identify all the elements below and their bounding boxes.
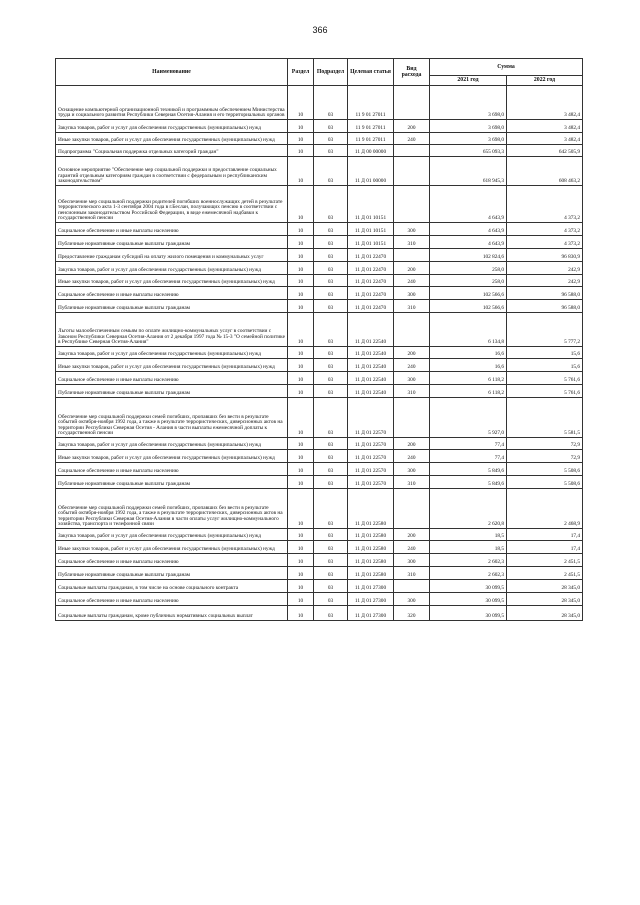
row-expense-kind-cell: 240 — [394, 541, 430, 554]
row-target-article-cell: 11 Д 01 22470 — [348, 300, 394, 313]
table-row — [56, 287, 583, 300]
row-sum-2021-cell: 3 698,0 — [430, 86, 507, 120]
row-name-cell: Иные закупки товаров, работ и услуг для обеспечения государственных (муниципальных) нужд — [56, 133, 288, 145]
row-subsection-cell: 03 — [314, 275, 348, 287]
row-subsection-cell: 03 — [314, 554, 348, 567]
row-sum-2021-cell: 6 118,2 — [430, 385, 507, 398]
row-expense-kind-cell: 310 — [394, 567, 430, 580]
table-row — [56, 157, 583, 186]
row-sum-2022-cell: 4 373,2 — [507, 223, 583, 236]
row-name-cell: Социальное обеспечение и иные выплаты населению — [56, 287, 288, 300]
header-name: Наименование — [56, 59, 288, 86]
row-sum-2022-cell: 3 482,4 — [507, 133, 583, 145]
row-section-cell: 10 — [288, 120, 314, 133]
row-sum-2021-cell: 2 620,8 — [430, 489, 507, 529]
table-row — [56, 541, 583, 554]
row-subsection-cell: 03 — [314, 450, 348, 463]
row-name-cell: Закупка товаров, работ и услуг для обеспечения государственных (муниципальных) нужд — [56, 529, 288, 541]
table-row — [56, 606, 583, 621]
row-name-cell: Публичные нормативные социальные выплаты гражданам — [56, 300, 288, 313]
header-year-2022: 2022 год — [507, 76, 583, 86]
row-name-cell: Социальные выплаты гражданам, кроме публичных нормативных социальных выплат — [56, 606, 288, 621]
row-sum-2022-cell: 15,6 — [507, 359, 583, 372]
row-subsection-cell: 03 — [314, 223, 348, 236]
row-target-article-cell: 11 Д 01 22570 — [348, 450, 394, 463]
row-target-article-cell: 11 Д 01 10151 — [348, 223, 394, 236]
row-target-article-cell: 11 Д 01 22570 — [348, 476, 394, 489]
table-row — [56, 385, 583, 398]
row-target-article-cell: 11 Д 00 00000 — [348, 145, 394, 157]
row-sum-2022-cell: 5 508,6 — [507, 476, 583, 489]
row-expense-kind-cell: 320 — [394, 606, 430, 621]
row-expense-kind-cell: 240 — [394, 359, 430, 372]
row-target-article-cell: 11 Д 01 22580 — [348, 541, 394, 554]
row-section-cell: 10 — [288, 541, 314, 554]
header-target-article: Целевая статья — [348, 59, 394, 86]
row-target-article-cell: 11 Д 01 22580 — [348, 567, 394, 580]
row-target-article-cell: 11 Д 01 22470 — [348, 262, 394, 275]
table-row — [56, 438, 583, 450]
row-name-cell: Иные закупки товаров, работ и услуг для обеспечения государственных (муниципальных) нужд — [56, 541, 288, 554]
row-sum-2021-cell: 16,6 — [430, 359, 507, 372]
row-name-cell: Льготы малообеспеченным семьям по оплате жилищно-коммунальных услуг в соответствии с Законом Республики Северная Осетия-Алания от 2 декабря 1997 года № 15-3 "О семейной политике в Республике Северная Осетия-Алания" — [56, 313, 288, 347]
row-sum-2021-cell: 618 945,3 — [430, 157, 507, 186]
row-sum-2022-cell: 15,6 — [507, 347, 583, 359]
header-section: Раздел — [288, 59, 314, 86]
row-name-cell: Оснащение компьютерной организационной техникой и программным обеспечением Министерства труда и социального развития Республики Северная Осетия-Алания и его территориальных органов — [56, 86, 288, 120]
row-target-article-cell: 11 Д 01 22570 — [348, 463, 394, 476]
row-expense-kind-cell: 300 — [394, 223, 430, 236]
row-sum-2022-cell: 242,9 — [507, 275, 583, 287]
row-expense-kind-cell — [394, 313, 430, 347]
row-name-cell: Закупка товаров, работ и услуг для обеспечения государственных (муниципальных) нужд — [56, 438, 288, 450]
row-sum-2021-cell: 3 698,0 — [430, 120, 507, 133]
table-row — [56, 275, 583, 287]
row-sum-2021-cell: 2 602,3 — [430, 567, 507, 580]
row-section-cell: 10 — [288, 580, 314, 593]
row-section-cell: 10 — [288, 438, 314, 450]
row-expense-kind-cell — [394, 249, 430, 262]
row-section-cell: 10 — [288, 157, 314, 186]
row-name-cell: Обеспечение мер социальной поддержки родителей погибших военнослужащих детей в результате террористического акта 1-3 сентября 2004 года в г.Беслан, получающих пенсию в соответствии с пенсионным законодательством Российской Федерации, в виде ежемесячной надбавки к государственной пенсии — [56, 186, 288, 223]
table-row — [56, 313, 583, 347]
row-name-cell: Закупка товаров, работ и услуг для обеспечения государственных (муниципальных) нужд — [56, 347, 288, 359]
table-row — [56, 347, 583, 359]
row-subsection-cell: 03 — [314, 385, 348, 398]
row-target-article-cell: 11 9 01 27011 — [348, 120, 394, 133]
row-expense-kind-cell: 300 — [394, 593, 430, 606]
row-sum-2022-cell: 5 777,2 — [507, 313, 583, 347]
row-sum-2022-cell: 2 451,5 — [507, 554, 583, 567]
row-sum-2022-cell: 96 588,0 — [507, 287, 583, 300]
row-section-cell: 10 — [288, 186, 314, 223]
row-name-cell: Социальное обеспечение и иные выплаты населению — [56, 593, 288, 606]
row-sum-2022-cell: 28 345,0 — [507, 593, 583, 606]
row-expense-kind-cell: 300 — [394, 463, 430, 476]
row-subsection-cell: 03 — [314, 313, 348, 347]
table-row — [56, 236, 583, 249]
row-sum-2022-cell: 5 761,6 — [507, 385, 583, 398]
row-section-cell: 10 — [288, 385, 314, 398]
row-section-cell: 10 — [288, 476, 314, 489]
row-target-article-cell: 11 Д 01 22540 — [348, 372, 394, 385]
row-expense-kind-cell: 240 — [394, 450, 430, 463]
row-sum-2021-cell: 77,4 — [430, 438, 507, 450]
row-subsection-cell: 03 — [314, 567, 348, 580]
row-subsection-cell: 03 — [314, 489, 348, 529]
row-expense-kind-cell: 240 — [394, 133, 430, 145]
row-target-article-cell: 11 Д 01 22580 — [348, 489, 394, 529]
table-row — [56, 249, 583, 262]
row-section-cell: 10 — [288, 372, 314, 385]
table-row — [56, 463, 583, 476]
header-sum: Сумма — [430, 59, 583, 76]
table-row — [56, 529, 583, 541]
row-sum-2022-cell: 28 345,0 — [507, 606, 583, 621]
row-subsection-cell: 03 — [314, 120, 348, 133]
row-target-article-cell: 11 Д 01 10151 — [348, 236, 394, 249]
row-section-cell: 10 — [288, 133, 314, 145]
row-subsection-cell: 03 — [314, 262, 348, 275]
row-name-cell: Публичные нормативные социальные выплаты гражданам — [56, 476, 288, 489]
row-sum-2022-cell: 5 581,5 — [507, 398, 583, 438]
row-subsection-cell: 03 — [314, 398, 348, 438]
row-target-article-cell: 11 Д 01 22570 — [348, 398, 394, 438]
row-expense-kind-cell — [394, 157, 430, 186]
row-subsection-cell: 03 — [314, 133, 348, 145]
row-target-article-cell: 11 Д 01 22540 — [348, 347, 394, 359]
row-section-cell: 10 — [288, 249, 314, 262]
table-row — [56, 398, 583, 438]
row-sum-2021-cell: 258,0 — [430, 262, 507, 275]
table-row — [56, 476, 583, 489]
row-name-cell: Иные закупки товаров, работ и услуг для обеспечения государственных (муниципальных) нужд — [56, 275, 288, 287]
header-expense-kind: Вид расхода — [394, 59, 430, 86]
row-name-cell: Предоставление гражданам субсидий на оплату жилого помещения и коммунальных услуг — [56, 249, 288, 262]
row-section-cell: 10 — [288, 300, 314, 313]
row-target-article-cell: 11 Д 01 22470 — [348, 249, 394, 262]
row-target-article-cell: 11 Д 01 22470 — [348, 287, 394, 300]
row-sum-2022-cell: 5 761,6 — [507, 372, 583, 385]
row-sum-2021-cell: 18,5 — [430, 529, 507, 541]
row-sum-2021-cell: 2 602,3 — [430, 554, 507, 567]
row-sum-2022-cell: 28 345,0 — [507, 580, 583, 593]
table-row — [56, 262, 583, 275]
row-expense-kind-cell: 200 — [394, 529, 430, 541]
row-sum-2021-cell: 102 566,6 — [430, 287, 507, 300]
row-sum-2022-cell: 608 463,2 — [507, 157, 583, 186]
row-expense-kind-cell: 200 — [394, 262, 430, 275]
table-row — [56, 567, 583, 580]
row-sum-2022-cell: 642 505,9 — [507, 145, 583, 157]
row-sum-2021-cell: 4 643,9 — [430, 186, 507, 223]
row-target-article-cell: 11 Д 01 27300 — [348, 606, 394, 621]
row-sum-2021-cell: 102 824,6 — [430, 249, 507, 262]
row-subsection-cell: 03 — [314, 287, 348, 300]
row-section-cell: 10 — [288, 567, 314, 580]
table-row — [56, 593, 583, 606]
row-expense-kind-cell — [394, 145, 430, 157]
row-sum-2021-cell: 655 093,3 — [430, 145, 507, 157]
row-name-cell: Обеспечение мер социальной поддержки семей погибших, пропавших без вести в результате событий октября-ноября 1992 года, а также в результате террористических, диверсионных актов на территории Республики Северная Осетия-Алания в части оплаты услуг жилищно-коммунального хозяйства, транспорта и телефонной связи — [56, 489, 288, 529]
row-sum-2021-cell: 6 134,8 — [430, 313, 507, 347]
row-sum-2021-cell: 5 927,0 — [430, 398, 507, 438]
row-subsection-cell: 03 — [314, 236, 348, 249]
row-sum-2021-cell: 4 643,9 — [430, 223, 507, 236]
table-row — [56, 86, 583, 120]
row-expense-kind-cell — [394, 580, 430, 593]
table-row — [56, 580, 583, 593]
table-row — [56, 489, 583, 529]
row-subsection-cell: 03 — [314, 438, 348, 450]
row-sum-2022-cell: 2 468,9 — [507, 489, 583, 529]
row-target-article-cell: 11 Д 01 22540 — [348, 313, 394, 347]
row-section-cell: 10 — [288, 236, 314, 249]
row-expense-kind-cell: 200 — [394, 347, 430, 359]
row-sum-2021-cell: 16,6 — [430, 347, 507, 359]
row-section-cell: 10 — [288, 262, 314, 275]
row-sum-2022-cell: 96 588,0 — [507, 300, 583, 313]
row-target-article-cell: 11 Д 01 27300 — [348, 593, 394, 606]
row-sum-2022-cell: 17,4 — [507, 529, 583, 541]
row-sum-2022-cell: 72,9 — [507, 438, 583, 450]
row-sum-2022-cell: 242,9 — [507, 262, 583, 275]
row-target-article-cell: 11 Д 01 10151 — [348, 186, 394, 223]
row-subsection-cell: 03 — [314, 529, 348, 541]
row-sum-2022-cell: 96 830,9 — [507, 249, 583, 262]
table-body — [56, 86, 583, 621]
row-subsection-cell: 03 — [314, 249, 348, 262]
row-sum-2021-cell: 77,4 — [430, 450, 507, 463]
row-expense-kind-cell: 300 — [394, 372, 430, 385]
row-section-cell: 10 — [288, 313, 314, 347]
row-sum-2021-cell: 6 118,2 — [430, 372, 507, 385]
table-row — [56, 133, 583, 145]
row-target-article-cell: 11 9 01 27011 — [348, 86, 394, 120]
row-section-cell: 10 — [288, 554, 314, 567]
row-subsection-cell: 03 — [314, 463, 348, 476]
page-number: 366 — [312, 25, 328, 35]
row-sum-2022-cell: 4 373,2 — [507, 236, 583, 249]
row-section-cell: 10 — [288, 593, 314, 606]
row-name-cell: Публичные нормативные социальные выплаты гражданам — [56, 567, 288, 580]
row-section-cell: 10 — [288, 489, 314, 529]
row-sum-2022-cell: 17,4 — [507, 541, 583, 554]
row-subsection-cell: 03 — [314, 372, 348, 385]
row-subsection-cell: 03 — [314, 145, 348, 157]
row-sum-2021-cell: 30 099,5 — [430, 593, 507, 606]
budget-table — [55, 58, 583, 621]
row-expense-kind-cell: 240 — [394, 275, 430, 287]
row-target-article-cell: 11 Д 01 22570 — [348, 438, 394, 450]
row-target-article-cell: 11 Д 01 22470 — [348, 275, 394, 287]
row-target-article-cell: 11 Д 01 22540 — [348, 385, 394, 398]
row-subsection-cell: 03 — [314, 347, 348, 359]
row-subsection-cell: 03 — [314, 86, 348, 120]
row-sum-2021-cell: 5 849,6 — [430, 476, 507, 489]
row-name-cell: Основное мероприятие "Обеспечение мер социальной поддержки и предоставление социальных гарантий отдельным категориям граждан в соответствии с федеральным и республиканским законодательством" — [56, 157, 288, 186]
table-row — [56, 372, 583, 385]
row-expense-kind-cell: 310 — [394, 476, 430, 489]
row-name-cell: Социальное обеспечение и иные выплаты населению — [56, 223, 288, 236]
row-name-cell: Подпрограмма "Социальная поддержка отдельных категорий граждан" — [56, 145, 288, 157]
row-name-cell: Иные закупки товаров, работ и услуг для обеспечения государственных (муниципальных) нужд — [56, 450, 288, 463]
row-name-cell: Закупка товаров, работ и услуг для обеспечения государственных (муниципальных) нужд — [56, 262, 288, 275]
row-section-cell: 10 — [288, 463, 314, 476]
row-expense-kind-cell: 310 — [394, 300, 430, 313]
row-subsection-cell: 03 — [314, 593, 348, 606]
row-name-cell: Социальное обеспечение и иные выплаты населению — [56, 463, 288, 476]
row-sum-2021-cell: 5 849,6 — [430, 463, 507, 476]
table-row — [56, 223, 583, 236]
row-name-cell: Закупка товаров, работ и услуг для обеспечения государственных (муниципальных) нужд — [56, 120, 288, 133]
table-row — [56, 120, 583, 133]
row-expense-kind-cell — [394, 86, 430, 120]
row-name-cell: Социальное обеспечение и иные выплаты населению — [56, 554, 288, 567]
row-section-cell: 10 — [288, 450, 314, 463]
row-subsection-cell: 03 — [314, 186, 348, 223]
row-sum-2022-cell: 4 373,2 — [507, 186, 583, 223]
row-expense-kind-cell: 200 — [394, 438, 430, 450]
row-section-cell: 10 — [288, 287, 314, 300]
table-row — [56, 145, 583, 157]
header-subsection: Подраздел — [314, 59, 348, 86]
row-name-cell: Иные закупки товаров, работ и услуг для обеспечения государственных (муниципальных) нужд — [56, 359, 288, 372]
row-target-article-cell: 11 Д 01 27300 — [348, 580, 394, 593]
row-name-cell: Социальное обеспечение и иные выплаты населению — [56, 372, 288, 385]
table-row — [56, 450, 583, 463]
row-target-article-cell: 11 Д 01 22580 — [348, 529, 394, 541]
row-sum-2022-cell: 3 482,4 — [507, 86, 583, 120]
row-sum-2021-cell: 258,0 — [430, 275, 507, 287]
table-row — [56, 554, 583, 567]
row-subsection-cell: 03 — [314, 300, 348, 313]
row-sum-2022-cell: 5 508,6 — [507, 463, 583, 476]
row-subsection-cell: 03 — [314, 606, 348, 621]
row-section-cell: 10 — [288, 223, 314, 236]
row-section-cell: 10 — [288, 275, 314, 287]
table-row — [56, 186, 583, 223]
row-subsection-cell: 03 — [314, 359, 348, 372]
row-subsection-cell: 03 — [314, 157, 348, 186]
row-subsection-cell: 03 — [314, 476, 348, 489]
row-expense-kind-cell — [394, 489, 430, 529]
table-row — [56, 359, 583, 372]
row-sum-2021-cell: 30 099,5 — [430, 606, 507, 621]
row-section-cell: 10 — [288, 347, 314, 359]
row-section-cell: 10 — [288, 86, 314, 120]
row-sum-2021-cell: 30 099,5 — [430, 580, 507, 593]
row-name-cell: Публичные нормативные социальные выплаты гражданам — [56, 385, 288, 398]
row-sum-2022-cell: 3 482,4 — [507, 120, 583, 133]
row-expense-kind-cell — [394, 398, 430, 438]
row-section-cell: 10 — [288, 529, 314, 541]
row-subsection-cell: 03 — [314, 541, 348, 554]
row-sum-2021-cell: 102 566,6 — [430, 300, 507, 313]
row-sum-2021-cell: 3 698,0 — [430, 133, 507, 145]
row-subsection-cell: 03 — [314, 580, 348, 593]
row-sum-2021-cell: 4 643,9 — [430, 236, 507, 249]
row-section-cell: 10 — [288, 398, 314, 438]
row-name-cell: Социальные выплаты гражданам, в том числе на основе социального контракта — [56, 580, 288, 593]
row-sum-2022-cell: 2 451,5 — [507, 567, 583, 580]
row-sum-2022-cell: 72,9 — [507, 450, 583, 463]
row-target-article-cell: 11 Д 01 22580 — [348, 554, 394, 567]
row-expense-kind-cell: 310 — [394, 385, 430, 398]
row-target-article-cell: 11 Д 01 22540 — [348, 359, 394, 372]
row-name-cell: Обеспечение мер социальной поддержки семей погибших, пропавших без вести в результате событий октября-ноября 1992 года, а также в результате террористических, диверсионных актов на территории Республики Северная Осетия - Алания в части выплаты ежемесячной доплаты к государственной пенсии — [56, 398, 288, 438]
header-year-2021: 2021 год — [430, 76, 507, 86]
row-section-cell: 10 — [288, 145, 314, 157]
table-row — [56, 300, 583, 313]
row-name-cell: Публичные нормативные социальные выплаты гражданам — [56, 236, 288, 249]
row-expense-kind-cell: 300 — [394, 287, 430, 300]
row-section-cell: 10 — [288, 359, 314, 372]
row-target-article-cell: 11 9 01 27011 — [348, 133, 394, 145]
row-expense-kind-cell — [394, 186, 430, 223]
row-expense-kind-cell: 310 — [394, 236, 430, 249]
row-sum-2021-cell: 18,5 — [430, 541, 507, 554]
row-target-article-cell: 11 Д 01 00000 — [348, 157, 394, 186]
row-expense-kind-cell: 200 — [394, 120, 430, 133]
row-expense-kind-cell: 300 — [394, 554, 430, 567]
row-section-cell: 10 — [288, 606, 314, 621]
